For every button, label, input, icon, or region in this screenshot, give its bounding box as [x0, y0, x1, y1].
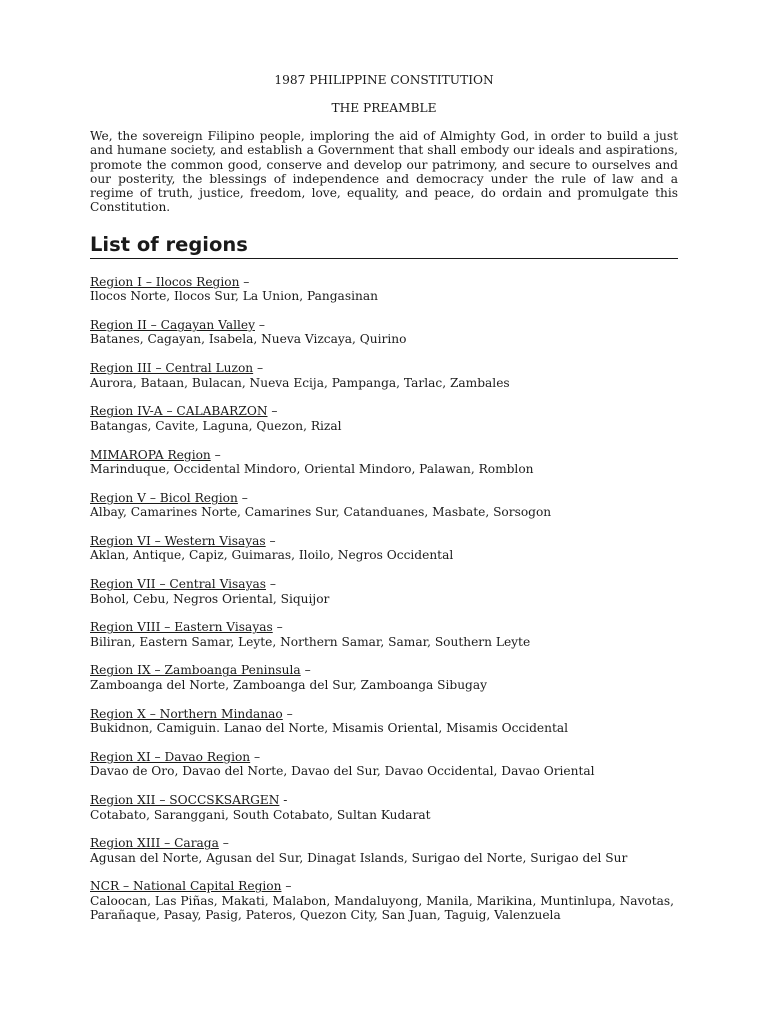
region-separator: – — [253, 361, 264, 376]
list-item — [90, 620, 678, 649]
regions-heading: List of regions — [90, 233, 678, 259]
region-provinces: Ilocos Norte, Ilocos Sur, La Union, Pangasinan — [90, 289, 378, 304]
region-separator: – — [210, 447, 221, 462]
region-separator: – — [255, 317, 265, 332]
region-separator: – — [218, 836, 229, 851]
list-item — [90, 361, 678, 390]
region-provinces: Aurora, Bataan, Bulacan, Nueva Ecija, Pampanga, Tarlac, Zambales — [90, 375, 510, 390]
region-provinces: Marinduque, Occidental Mindoro, Oriental Mindoro, Palawan, Romblon — [90, 462, 534, 477]
list-item — [90, 275, 678, 304]
region-link[interactable]: Region IV-A – CALABARZON — [90, 404, 268, 419]
region-link[interactable]: MIMAROPA Region — [90, 447, 211, 462]
region-link[interactable]: Region V – Bicol Region — [90, 490, 238, 505]
region-provinces: Agusan del Norte, Agusan del Sur, Dinagat Islands, Surigao del Norte, Surigao del Sur — [90, 850, 628, 865]
list-item — [90, 491, 678, 520]
document-title: 1987 PHILIPPINE CONSTITUTION — [274, 73, 494, 87]
list-item — [90, 534, 678, 563]
list-item — [90, 750, 678, 779]
list-item — [90, 836, 678, 865]
list-item — [90, 793, 678, 822]
region-provinces: Albay, Camarines Norte, Camarines Sur, Catanduanes, Masbate, Sorsogon — [90, 505, 552, 520]
region-provinces: Bohol, Cebu, Negros Oriental, Siquijor — [90, 591, 330, 606]
region-link[interactable]: Region VIII – Eastern Visayas — [90, 620, 273, 635]
list-item — [90, 448, 678, 477]
region-link[interactable]: Region II – Cagayan Valley — [90, 317, 255, 332]
region-link[interactable]: Region IX – Zamboanga Peninsula — [90, 663, 301, 678]
region-separator: – — [300, 663, 311, 678]
document-page — [90, 72, 678, 937]
region-provinces: Bukidnon, Camiguin. Lanao del Norte, Misamis Oriental, Misamis Occidental — [90, 721, 569, 736]
region-provinces: Zamboanga del Norte, Zamboanga del Sur, Zamboanga Sibugay — [90, 677, 488, 692]
region-link[interactable]: NCR – National Capital Region — [90, 879, 282, 894]
region-provinces: Batanes, Cagayan, Isabela, Nueva Vizcaya, Quirino — [90, 332, 407, 347]
region-separator: – — [239, 274, 250, 289]
region-separator: - — [279, 793, 288, 808]
region-provinces: Caloocan, Las Piñas, Makati, Malabon, Mandaluyong, Manila, Marikina, Muntinlupa, Navotas, Parañaque, Pasay, Pasig, Pateros, Quezon City, San Juan, Taguig, Valenzuela — [90, 893, 675, 923]
preamble-title: THE PREAMBLE — [331, 101, 437, 115]
region-link[interactable]: Region I – Ilocos Region — [90, 274, 240, 289]
region-link[interactable]: Region XII – SOCCSKSARGEN — [90, 793, 280, 808]
region-separator: – — [282, 706, 293, 721]
region-separator: – — [281, 879, 292, 894]
region-provinces: Biliran, Eastern Samar, Leyte, Northern Samar, Samar, Southern Leyte — [90, 634, 531, 649]
region-link[interactable]: Region VI – Western Visayas — [90, 533, 266, 548]
list-item — [90, 577, 678, 606]
region-link[interactable]: Region VII – Central Visayas — [90, 577, 266, 592]
list-item — [90, 404, 678, 433]
region-link[interactable]: Region X – Northern Mindanao — [90, 706, 283, 721]
region-separator: – — [265, 577, 276, 592]
region-separator: – — [272, 620, 283, 635]
region-provinces: Batangas, Cavite, Laguna, Quezon, Rizal — [90, 418, 342, 433]
list-item — [90, 879, 678, 923]
region-provinces: Cotabato, Saranggani, South Cotabato, Sultan Kudarat — [90, 807, 431, 822]
preamble-text: We, the sovereign Filipino people, imploring the aid of Almighty God, in order to build a just and humane society, and establish a Government that shall embody our ideals and aspirations, promote the common good, conserve and develop our patrimony, and secure to ourselves and our posterity, the blessings of independence and democracy under the rule of law and a regime of truth, justice, freedom, love, equality, and peace, do ordain and promulgate this Constitution. — [90, 129, 678, 215]
region-separator: – — [267, 404, 278, 419]
region-link[interactable]: Region XIII – Caraga — [90, 836, 219, 851]
regions-list — [90, 275, 678, 923]
region-separator: – — [250, 749, 261, 764]
region-provinces: Davao de Oro, Davao del Norte, Davao del Sur, Davao Occidental, Davao Oriental — [90, 764, 595, 779]
region-provinces: Aklan, Antique, Capiz, Guimaras, Iloilo, Negros Occidental — [90, 548, 454, 563]
region-separator: – — [237, 490, 248, 505]
region-link[interactable]: Region III – Central Luzon — [90, 361, 254, 376]
list-item — [90, 318, 678, 347]
list-item — [90, 707, 678, 736]
list-item — [90, 663, 678, 692]
region-separator: – — [265, 533, 276, 548]
region-link[interactable]: Region XI – Davao Region — [90, 749, 251, 764]
